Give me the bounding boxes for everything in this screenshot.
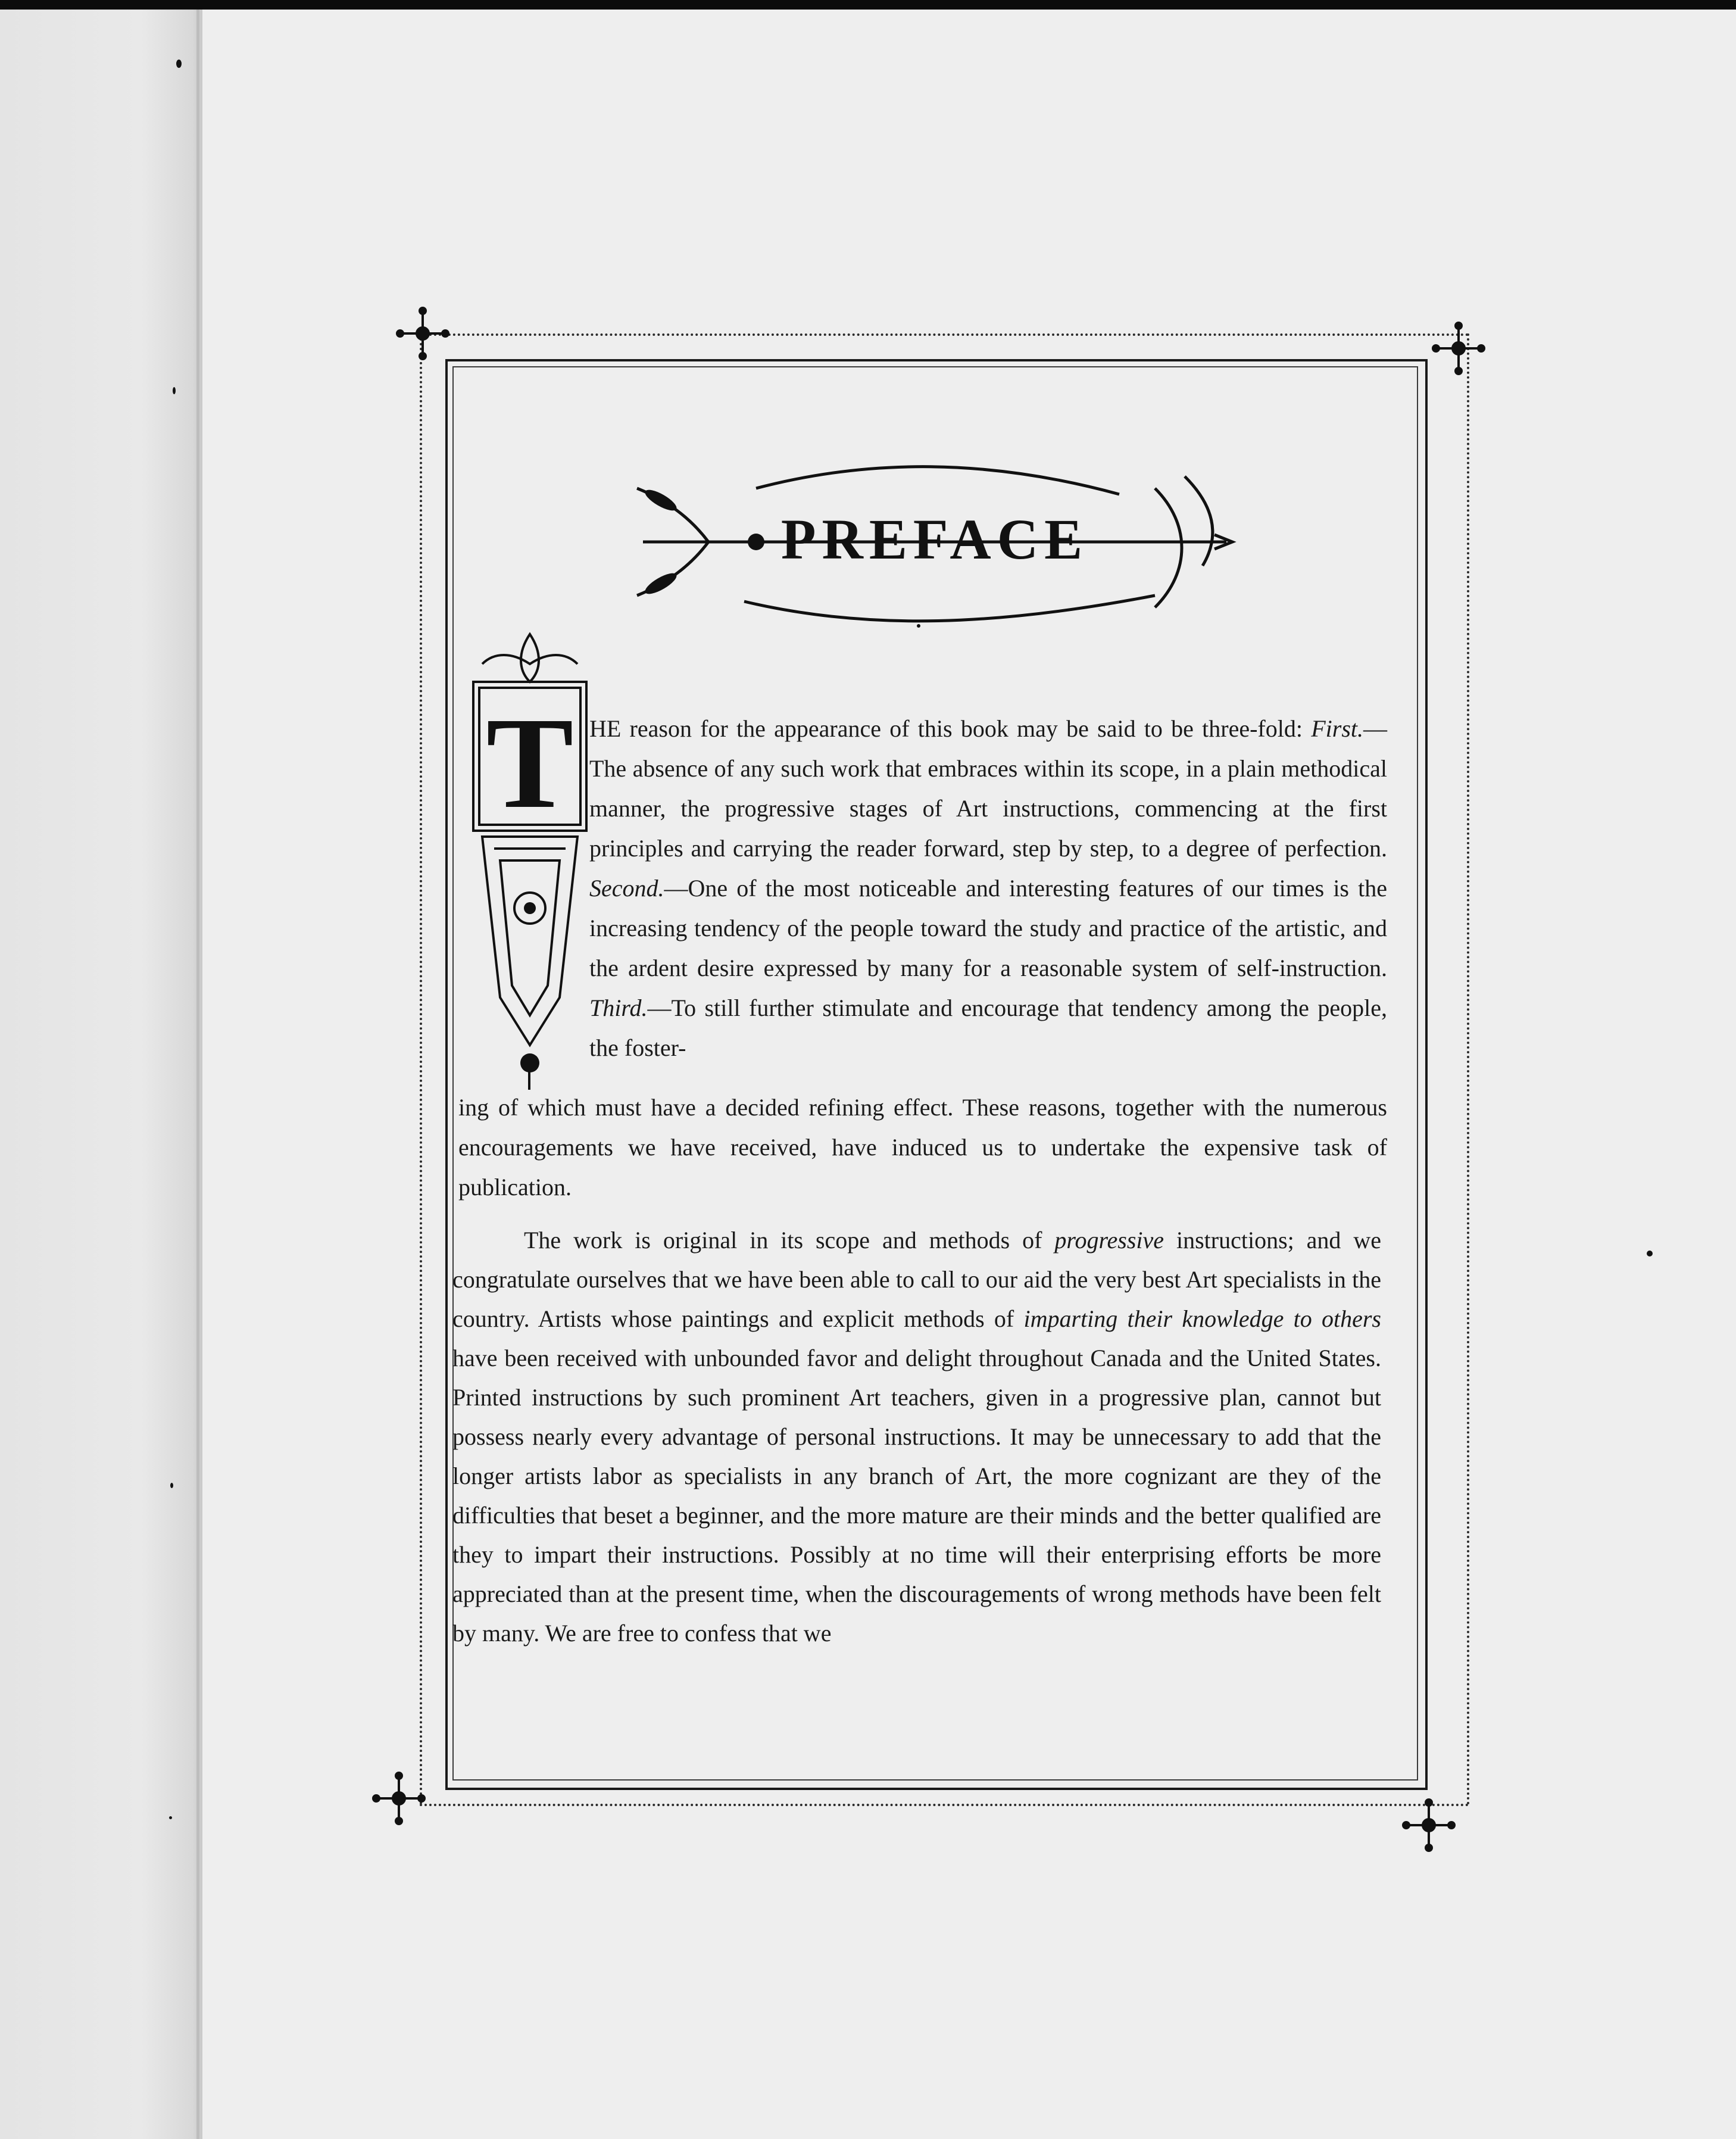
first-label: First. [1311, 715, 1363, 742]
third-label: Third. [589, 994, 648, 1021]
paragraph-1-lead: HE reason for the appearance of this book may be said to be three-fold: [589, 715, 1312, 742]
dropcap-letter: T [486, 690, 574, 835]
corner-ornament-icon [363, 1763, 435, 1834]
third-text-a: —To still further stimulate and encourage that tendency among the people, the foster- [589, 994, 1387, 1061]
decorated-initial-ornament [458, 628, 601, 1093]
left-page-gutter [0, 10, 202, 2139]
corner-ornament-icon [387, 298, 458, 369]
scan-top-edge [0, 0, 1736, 10]
scan-speck [173, 387, 176, 394]
paragraph-2-text-c: have been received with unbounded favor and delight throughout Canada and the United States. Printed instructions by such prominent Art teachers, given in a progressive plan, cannot but possess nearly every advantage of personal instructions. It may be unnecessary to add that the longer artists labor as specialists in any branch of Art, the more cognizant are they of the difficulties that beset a beginner, and the more mature are their minds and the better qualified are they to impart their instructions. Possibly at no time will their enterprising efforts be more appreciated than at the present time, when the discouragements of wrong methods have been felt by many. We are free to confess that we [452, 1345, 1381, 1647]
scan-speck [176, 60, 182, 68]
paragraph-2 [452, 1221, 1381, 1653]
second-label: Second. [589, 875, 664, 902]
binding-shadow [196, 10, 199, 2139]
preface-heading-ornament [619, 453, 1250, 631]
heading-text: PREFACE [780, 507, 1089, 571]
corner-ornament-icon [1393, 1789, 1465, 1861]
first-text: —The absence of any such work that embraces within its scope, in a plain methodical manner, the progressive stages of Art instructions, commencing at the first principles and carrying the reader forward, step by step, to a degree of perfection. [589, 715, 1387, 862]
scan-speck [1647, 1251, 1653, 1256]
second-text: —One of the most noticeable and interesting features of our times is the increasing tendency of the people toward the study and practice of the artistic, and the ardent desire expressed by many for a reasonable system of self-instruction. [589, 875, 1387, 981]
paragraph-2-emphasis-b: imparting their knowledge to others [1023, 1305, 1381, 1332]
paragraph-2-text-a: The work is original in its scope and methods of [524, 1227, 1055, 1254]
paragraph-2-text-b: instructions; and we congratulate ourselves that we have been able to call to our aid the very best Art specialists in the country. Artists whose paintings and explicit methods of [452, 1227, 1381, 1332]
scan-speck [169, 1816, 172, 1819]
paragraph-1-indented [589, 709, 1387, 1068]
third-text-b: ing of which must have a decided refining effect. These reasons, together with the numerous encouragements we have received, have induced us to undertake the expensive task of publication. [458, 1094, 1387, 1201]
paragraph-2-emphasis-a: progressive [1054, 1227, 1164, 1254]
paragraph-1-continued [458, 1087, 1387, 1207]
scan-speck [170, 1483, 173, 1488]
corner-ornament-icon [1423, 313, 1494, 384]
